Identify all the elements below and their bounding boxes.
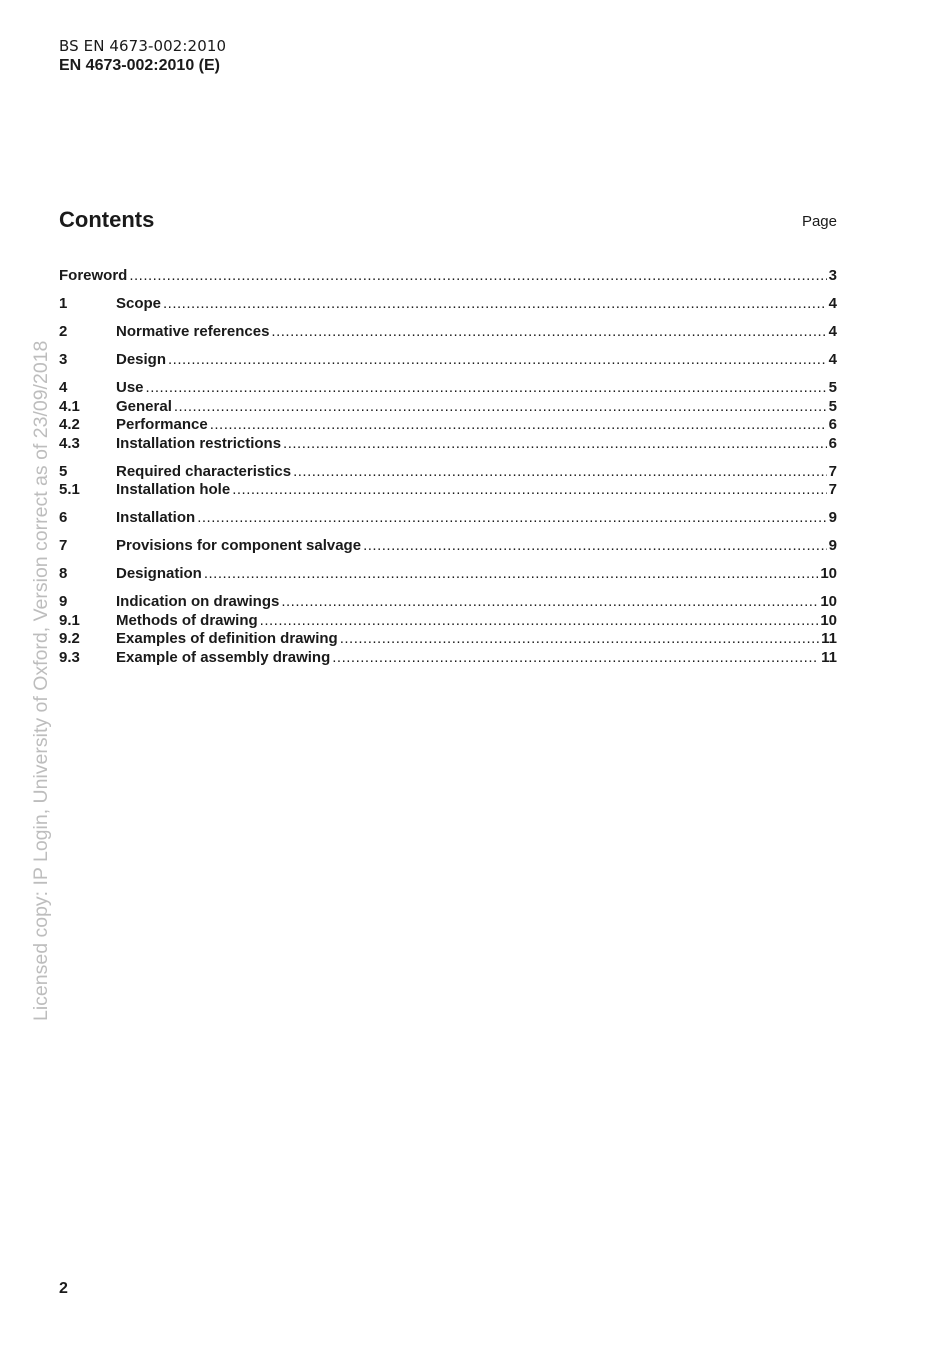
toc-entry-use[interactable] [59, 379, 837, 398]
toc-entry-general[interactable] [59, 398, 837, 417]
toc-page: 11 [821, 648, 837, 666]
toc-title: Normative references [116, 323, 270, 340]
toc-title: Example of assembly drawing [116, 648, 331, 666]
toc-page: 5 [828, 379, 837, 396]
toc-title: Installation hole [116, 481, 231, 498]
toc-title: Installation [116, 509, 196, 526]
toc-title: Performance [116, 416, 208, 433]
toc-page: 11 [821, 630, 837, 647]
toc-number: 1 [59, 295, 68, 312]
toc-page: 7 [828, 462, 837, 480]
toc-entry-definition-drawing[interactable] [59, 630, 837, 649]
toc-title: Designation [116, 565, 202, 582]
toc-entry-installation-restrictions[interactable] [59, 435, 837, 454]
toc-title: General [116, 397, 172, 415]
toc-title: Design [116, 351, 167, 368]
toc-title: Foreword [59, 267, 128, 284]
toc-leader [293, 463, 827, 480]
toc-entry-required-characteristics[interactable] [59, 463, 837, 482]
toc-number: 2 [59, 323, 68, 340]
toc-page: 9 [828, 509, 837, 526]
toc-entry-performance[interactable] [59, 416, 837, 435]
toc-number: 3 [59, 351, 68, 368]
toc-leader [260, 612, 819, 629]
toc-leader [232, 481, 826, 498]
toc-number: 9.3 [59, 648, 80, 666]
toc-page: 9 [828, 537, 837, 554]
toc-entry-designation[interactable] [59, 565, 837, 584]
toc-entry-scope[interactable] [59, 295, 837, 314]
license-watermark: Licensed copy: IP Login, University of Oxford, Version correct as of 23/09/2018 [30, 340, 52, 1021]
table-of-contents [59, 267, 837, 667]
standard-number-language: EN 4673-002:2010 (E) [59, 57, 220, 74]
toc-page: 5 [828, 397, 837, 415]
toc-number: 7 [59, 537, 68, 554]
toc-title: Use [116, 379, 144, 396]
toc-page: 6 [828, 434, 837, 452]
toc-title: Installation restrictions [116, 434, 282, 452]
toc-leader [363, 537, 827, 554]
toc-entry-assembly-drawing[interactable] [59, 649, 837, 668]
toc-leader [210, 416, 827, 433]
toc-number: 9.2 [59, 630, 80, 647]
toc-leader [332, 649, 819, 666]
toc-page: 6 [828, 416, 837, 433]
toc-leader [146, 379, 827, 396]
toc-leader [283, 435, 827, 452]
toc-page: 4 [828, 323, 837, 340]
toc-page: 4 [828, 295, 837, 312]
toc-number: 6 [59, 509, 68, 526]
toc-number: 5 [59, 462, 68, 480]
toc-title: Required characteristics [116, 462, 292, 480]
toc-number: 4.3 [59, 434, 80, 452]
toc-number: 4.2 [59, 416, 80, 433]
toc-entry-methods-of-drawing[interactable] [59, 612, 837, 631]
toc-number: 9 [59, 593, 68, 610]
toc-leader [340, 630, 819, 647]
standard-number: BS EN 4673-002:2010 [59, 37, 227, 55]
toc-page: 4 [828, 351, 837, 368]
toc-page: 10 [820, 611, 837, 629]
toc-leader [174, 398, 827, 415]
toc-leader [197, 509, 826, 526]
toc-entry-component-salvage[interactable] [59, 537, 837, 556]
toc-leader [163, 295, 827, 312]
toc-entry-design[interactable] [59, 351, 837, 370]
toc-page: 10 [820, 593, 837, 610]
toc-page: 3 [828, 267, 837, 284]
document-header [59, 36, 226, 76]
toc-entry-foreword[interactable] [59, 267, 837, 286]
toc-leader [281, 593, 818, 610]
toc-leader [271, 323, 826, 340]
page-column-label: Page [801, 213, 837, 230]
page-number: 2 [59, 1280, 68, 1297]
toc-number: 4 [59, 379, 68, 396]
toc-title: Examples of definition drawing [116, 630, 338, 647]
toc-title: Indication on drawings [116, 593, 280, 610]
toc-page: 10 [820, 565, 837, 582]
toc-entry-installation[interactable] [59, 509, 837, 528]
toc-title: Methods of drawing [116, 611, 258, 629]
toc-title: Scope [116, 295, 162, 312]
toc-entry-indication-on-drawings[interactable] [59, 593, 837, 612]
toc-number: 8 [59, 565, 68, 582]
toc-number: 4.1 [59, 397, 80, 415]
toc-leader [129, 267, 826, 284]
toc-entry-normative-references[interactable] [59, 323, 837, 342]
toc-number: 9.1 [59, 611, 80, 629]
contents-heading: Contents [59, 207, 155, 232]
toc-entry-installation-hole[interactable] [59, 481, 837, 500]
toc-leader [204, 565, 818, 582]
toc-leader [168, 351, 827, 368]
toc-number: 5.1 [59, 481, 80, 498]
toc-page: 7 [828, 481, 837, 498]
toc-title: Provisions for component salvage [116, 537, 362, 554]
